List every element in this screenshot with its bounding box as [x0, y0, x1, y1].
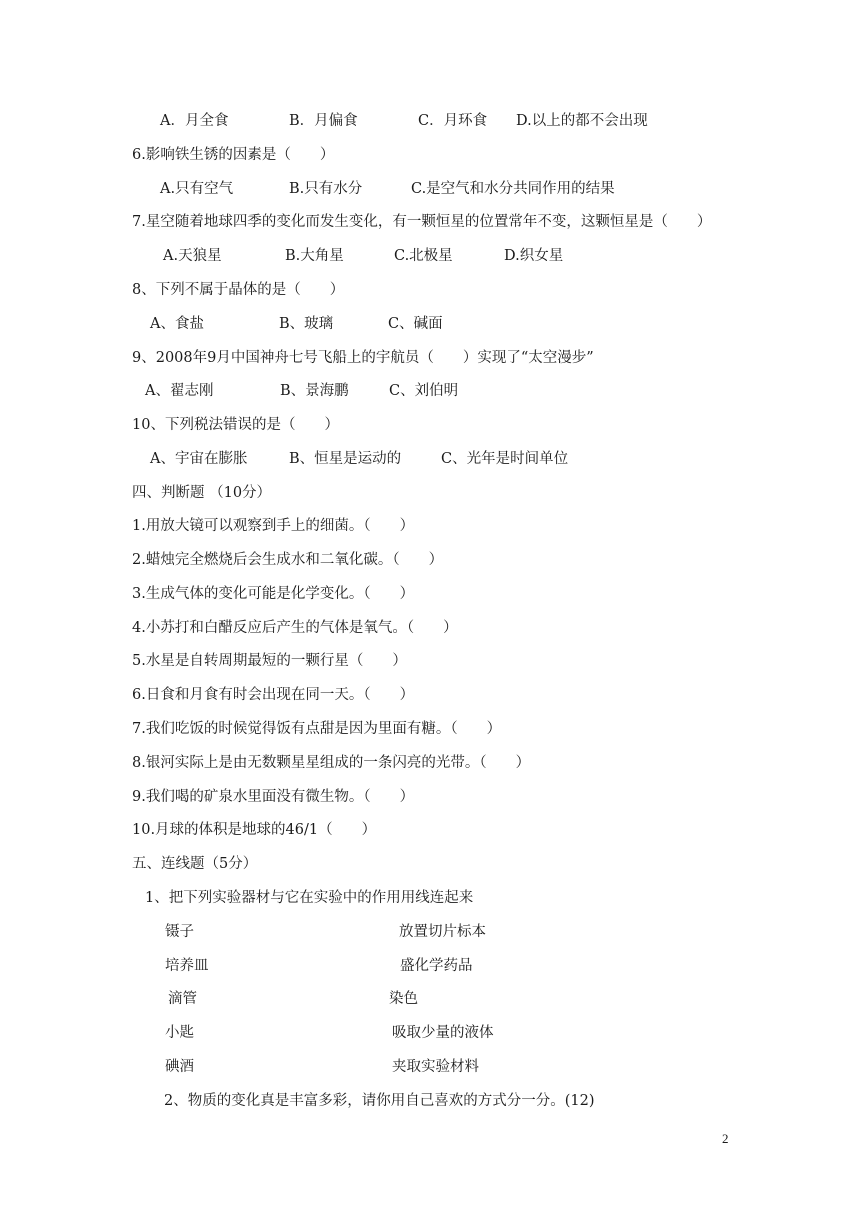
q6-option-a: A.只有空气	[160, 181, 234, 197]
q5-option-b: B．月偏食	[289, 113, 358, 129]
q6-option-c: C.是空气和水分共同作用的结果	[411, 181, 615, 197]
equipment-tweezers: 镊子	[165, 924, 194, 940]
question-6: 6.影响铁生锈的因素是（ ）	[132, 147, 335, 163]
question-7: 7.星空随着地球四季的变化而发生变化，有一颗恒星的位置常年不变，这颗恒星是（ ）	[132, 214, 712, 230]
tf-question-10: 10.月球的体积是地球的46/1（ ）	[132, 822, 377, 838]
q9-option-c: C、刘伯明	[389, 383, 459, 399]
tf-question-9: 9.我们喝的矿泉水里面没有微生物。（ ）	[132, 789, 415, 805]
q8-option-c: C、碱面	[388, 316, 443, 332]
q10-option-c: C、光年是时间单位	[441, 451, 569, 467]
tf-question-2: 2.蜡烛完全燃烧后会生成水和二氧化碳。（ ）	[132, 552, 444, 568]
question-10: 10、下列税法错误的是（ ）	[132, 417, 339, 433]
q7-option-a: A.天狼星	[163, 248, 222, 264]
tf-question-5: 5.水星是自转周期最短的一颗行星（ ）	[132, 653, 407, 669]
tf-question-6: 6.日食和月食有时会出现在同一天。（ ）	[132, 687, 415, 703]
equipment-iodine: 碘酒	[165, 1059, 194, 1075]
function-staining: 染色	[389, 991, 418, 1007]
section-4-heading: 四、判断题 （10分）	[132, 485, 272, 501]
q5-option-c: C．月环食	[418, 113, 488, 129]
equipment-spoon: 小匙	[165, 1025, 194, 1041]
section-5-heading: 五、连线题（5分）	[132, 856, 258, 872]
q7-option-d: D.织女星	[504, 248, 564, 264]
function-clamp-material: 夹取实验材料	[392, 1059, 479, 1075]
q9-option-a: A、翟志刚	[145, 383, 214, 399]
classify-question: 2、物质的变化真是丰富多彩，请你用自己喜欢的方式分一分。(12)	[164, 1093, 595, 1109]
function-hold-chemicals: 盛化学药品	[400, 958, 473, 974]
matching-instruction: 1、把下列实验器材与它在实验中的作用用线连起来	[145, 890, 474, 906]
q8-option-a: A、食盐	[150, 316, 204, 332]
tf-question-7: 7.我们吃饭的时候觉得饭有点甜是因为里面有糖。（ ）	[132, 721, 502, 737]
tf-question-1: 1.用放大镜可以观察到手上的细菌。（ ）	[132, 518, 415, 534]
q7-option-b: B.大角星	[285, 248, 344, 264]
page-number: 2	[722, 1131, 729, 1146]
tf-question-4: 4.小苏打和白醋反应后产生的气体是氧气。（ ）	[132, 620, 458, 636]
function-hold-slide: 放置切片标本	[399, 924, 486, 940]
q5-option-a: A．月全食	[160, 113, 229, 129]
tf-question-3: 3.生成气体的变化可能是化学变化。（ ）	[132, 586, 415, 602]
tf-question-8: 8.银河实际上是由无数颗星星组成的一条闪亮的光带。（ ）	[132, 755, 531, 771]
q8-option-b: B、玻璃	[279, 316, 334, 332]
q10-option-b: B、恒星是运动的	[289, 451, 402, 467]
question-9: 9、2008年9月中国神舟七号飞船上的宇航员（ ）实现了“太空漫步”	[132, 350, 594, 366]
question-8: 8、下列不属于晶体的是（ ）	[132, 282, 345, 298]
q5-option-d: D.以上的都不会出现	[516, 113, 648, 129]
function-draw-liquid: 吸取少量的液体	[392, 1025, 494, 1041]
q9-option-b: B、景海鹏	[280, 383, 349, 399]
equipment-dropper: 滴管	[168, 991, 197, 1007]
q10-option-a: A、宇宙在膨胀	[150, 451, 248, 467]
equipment-petri-dish: 培养皿	[165, 958, 209, 974]
q7-option-c: C.北极星	[394, 248, 453, 264]
q6-option-b: B.只有水分	[289, 181, 363, 197]
